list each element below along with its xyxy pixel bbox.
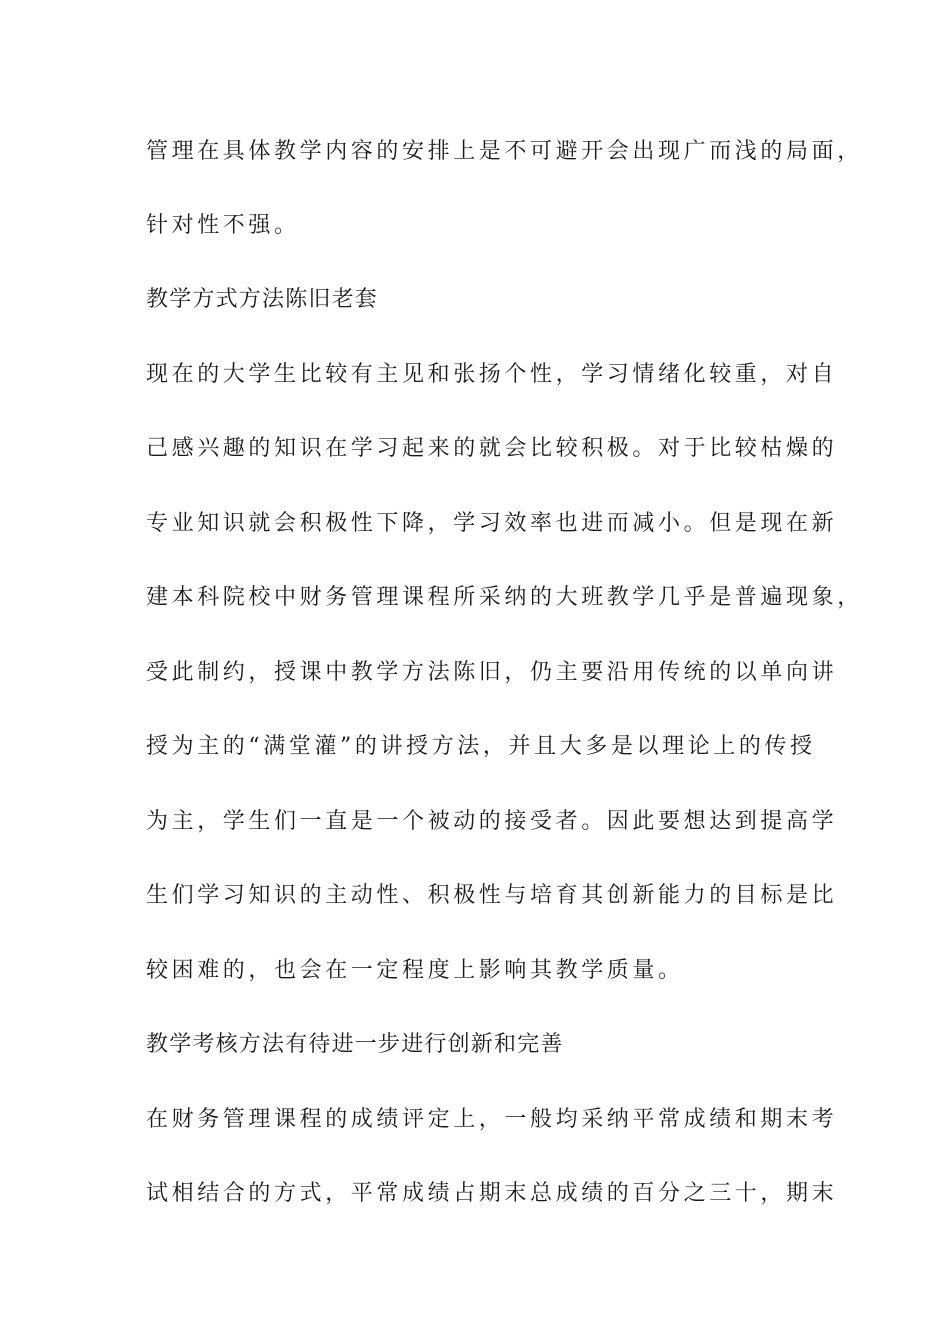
section-heading: 教学方式方法陈旧老套: [146, 287, 379, 312]
body-text-line: 针对性不强。: [146, 213, 300, 238]
body-text-line: 较困难的，也会在一定程度上影响其教学质量。: [146, 958, 684, 983]
body-text-line: 专业知识就会积极性下降，学习效率也进而减小。但是现在新: [146, 511, 838, 536]
body-text-line: 己感兴趣的知识在学习起来的就会比较积极。对于比较枯燥的: [146, 436, 838, 461]
body-text-line: 建本科院校中财务管理课程所采纳的大班教学几乎是普遍现象，: [146, 585, 863, 610]
body-text-line: 受此制约，授课中教学方法陈旧，仍主要沿用传统的以单向讲: [146, 660, 838, 685]
section-heading: 教学考核方法有待进一步进行创新和完善: [146, 1032, 564, 1057]
body-text-line: 为主，学生们一直是一个被动的接受者。因此要想达到提高学: [146, 809, 838, 834]
body-text-line: 试相结合的方式，平常成绩占期末总成绩的百分之三十，期末: [146, 1181, 838, 1206]
body-text-line: 生们学习知识的主动性、积极性与培育其创新能力的目标是比: [146, 883, 838, 908]
body-text-line: 授为主的“满堂灌”的讲授方法，并且大多是以理论上的传授: [146, 734, 816, 759]
body-text-line: 现在的大学生比较有主见和张扬个性，学习情绪化较重，对自: [146, 362, 838, 387]
body-text-line: 管理在具体教学内容的安排上是不可避开会出现广而浅的局面，: [146, 139, 863, 164]
body-text-line: 在财务管理课程的成绩评定上，一般均采纳平常成绩和期末考: [146, 1107, 838, 1132]
